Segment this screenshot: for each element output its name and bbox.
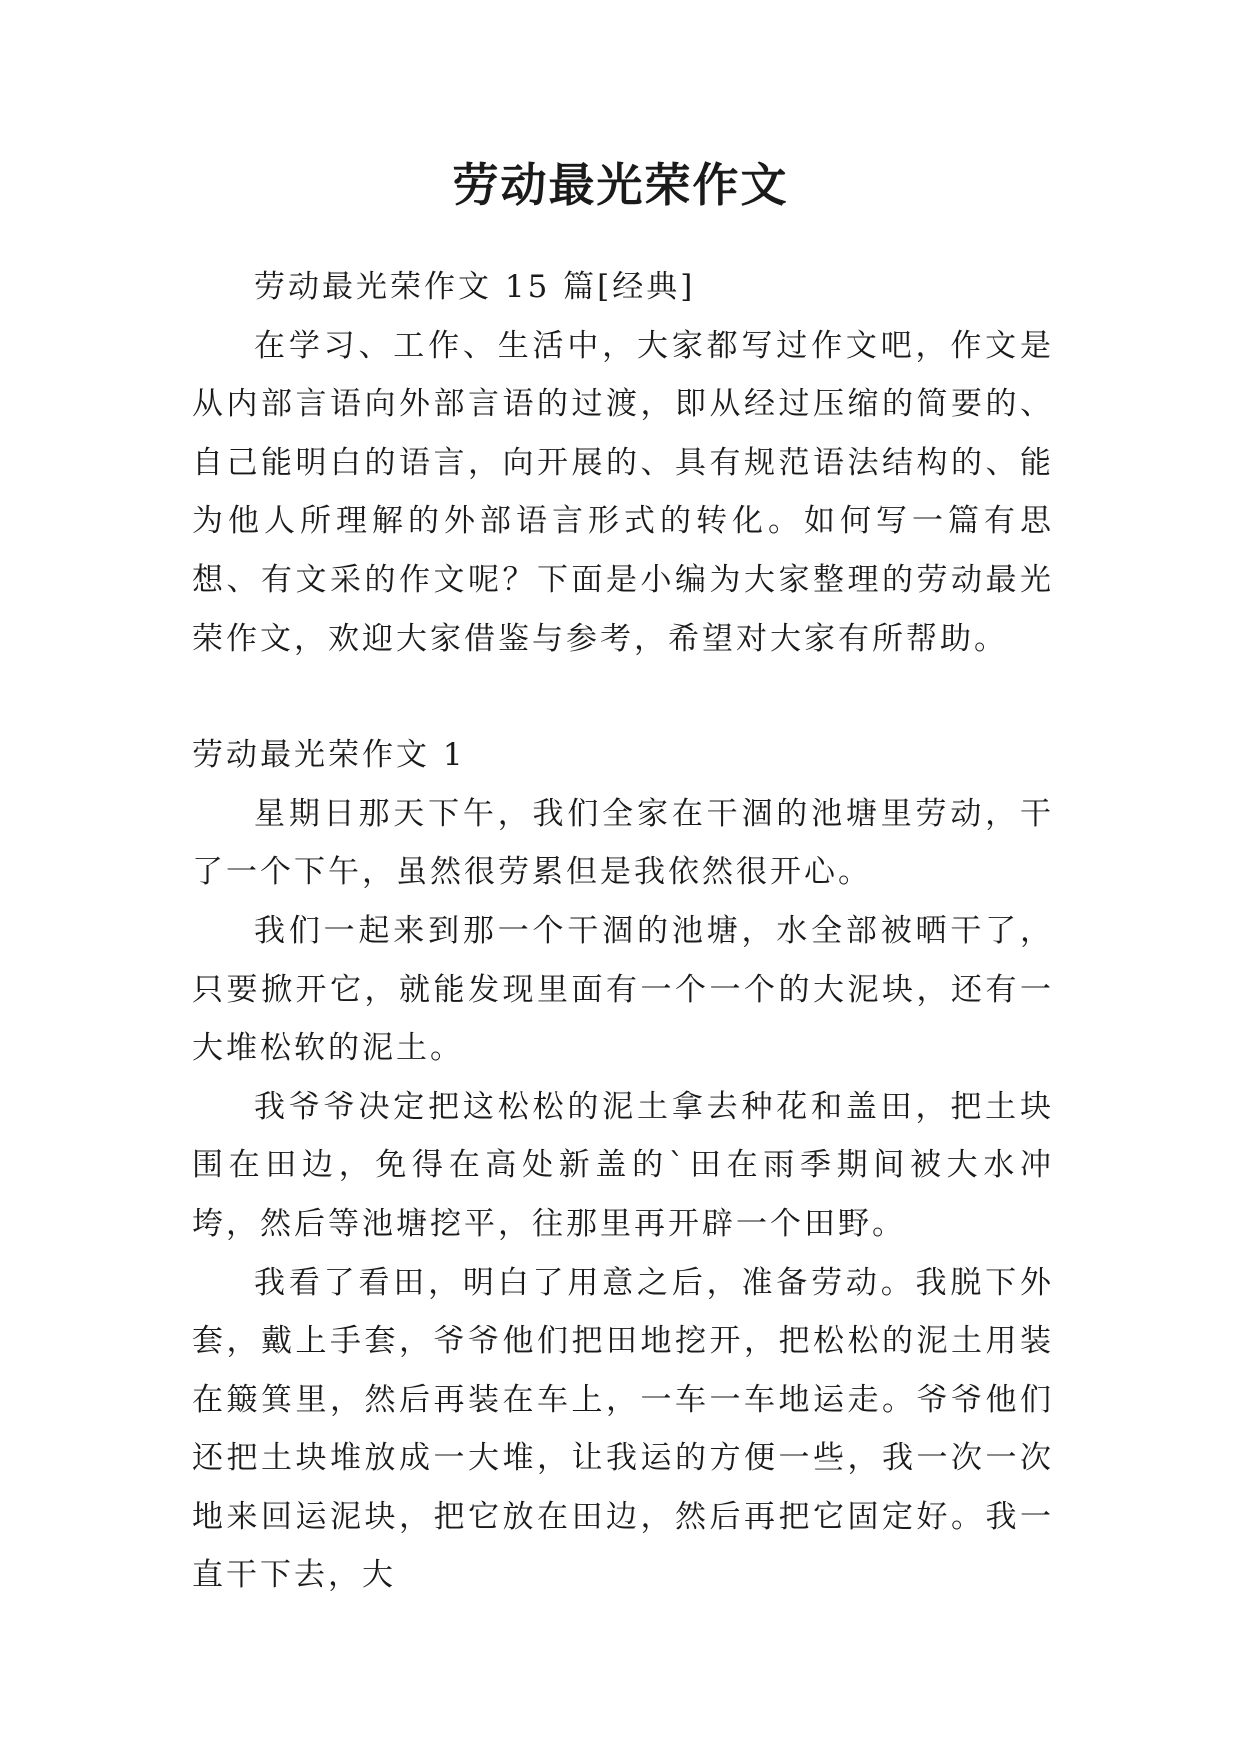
intro-paragraph: 在学习、工作、生活中，大家都写过作文吧，作文是从内部言语向外部言语的过渡，即从经过压缩的简要的、自己能明白的语言，向开展的、具有规范语法结构的、能为他人所理解的外部语言形式的转化。如何写一篇有思想、有文采的作文呢？下面是小编为大家整理的劳动最光荣作文，欢迎大家借鉴与参考，希望对大家有所帮助。	[192, 327, 1054, 657]
document-body	[192, 258, 1054, 1605]
section-spacer	[192, 668, 1054, 726]
body-paragraph: 我们一起来到那一个干涸的池塘，水全部被晒干了，只要掀开它，就能发现里面有一个一个的大泥块，还有一大堆松软的泥土。	[192, 912, 1054, 1067]
document-title: 劳动最光荣作文	[452, 158, 789, 212]
body-paragraph: 星期日那天下午，我们全家在干涸的池塘里劳动，干了一个下午，虽然很劳累但是我依然很开心。	[192, 795, 1054, 891]
body-paragraph: 我看了看田，明白了用意之后，准备劳动。我脱下外套，戴上手套，爷爷他们把田地挖开，把松松的泥土用装在簸箕里，然后再装在车上，一车一车地运走。爷爷他们还把土块堆放成一大堆，让我运的方便一些，我一次一次地来回运泥块，把它放在田边，然后再把它固定好。我一直干下去，大	[192, 1264, 1054, 1594]
section-heading: 劳动最光荣作文 1	[192, 737, 466, 774]
body-paragraph: 我爷爷决定把这松松的泥土拿去种花和盖田，把土块围在田边，免得在高处新盖的`田在雨季期间被大水冲垮，然后等池塘挖平，往那里再开辟一个田野。	[192, 1088, 1054, 1242]
document-subtitle: 劳动最光荣作文 15 篇[经典]	[254, 269, 696, 305]
